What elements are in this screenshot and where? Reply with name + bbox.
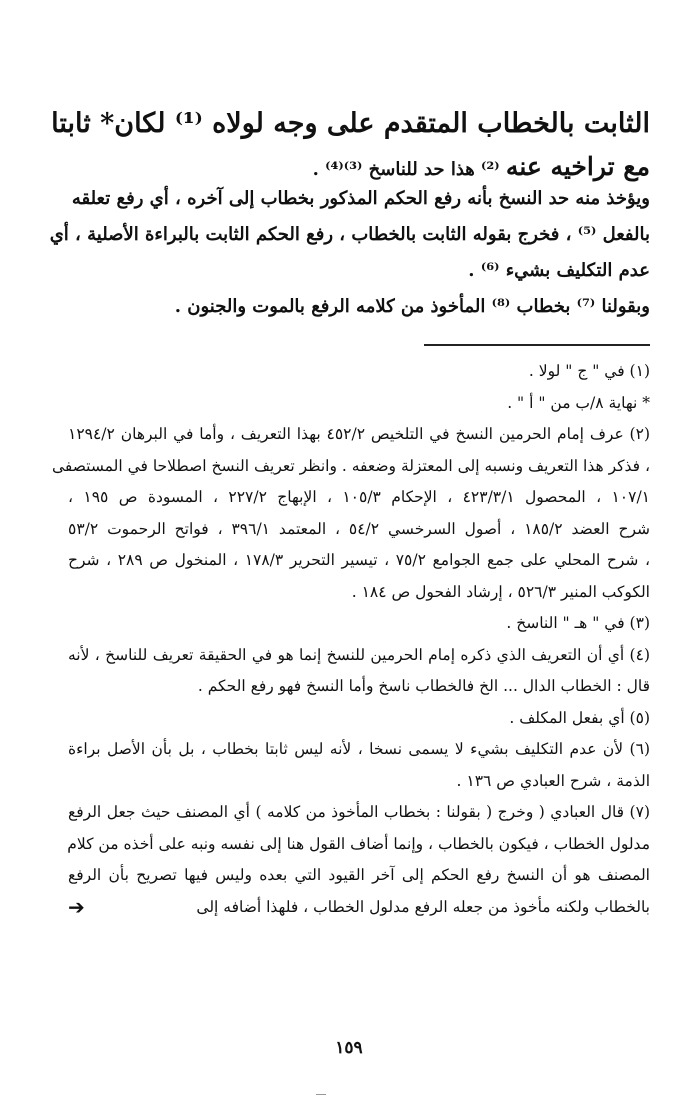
- footnote-2-line-2: ، فذكر هذا التعريف ونسبه إلى المعتزلة وضعفه . وانظر تعريف النسخ اصطلاحا في المستصفى: [51, 456, 650, 475]
- footnote-7-line-2: مدلول الخطاب ، فيكون بالخطاب ، وإنما أضاف القول هنا إلى نفسه ونبه على أخذه من كلام: [67, 834, 650, 853]
- footnote-divider: [424, 344, 650, 346]
- footnote-4-line-1: (٤) أي أن التعريف الذي ذكره إمام الحرمين للنسخ إنما هو في الحقيقة تعريف للناسخ ، لأنه: [68, 645, 650, 664]
- definition-remark: ⁽²⁾ هذا حد للناسخ ⁽³⁾⁽⁴⁾ .: [312, 159, 506, 180]
- main-text-block: [49, 96, 650, 325]
- footnote-7-line-4-row: [68, 892, 650, 924]
- footnote-7-line-1: (٧) قال العبادي ( وخرج ( بقولنا : بخطاب المأخوذ من كلامه ) أي المصنف حيث جعل الرفع: [68, 803, 650, 821]
- footnote-1: (١) في " ج " لولا .: [528, 362, 650, 380]
- footnote-2-line-3: ١٠٧/١ ، المحصول ٤٢٣/٣/١ ، الإحكام ١٠٥/٣ ، الإبهاج ٢٢٧/٢ ، المسودة ص ١٩٥ ،: [68, 488, 650, 506]
- footnote-6-line-1: (٦) لأن عدم التكليف بشيء لا يسمى نسخا ، لأنه ليس ثابتا بخطاب ، بل بأن الأصل براءة: [68, 740, 650, 758]
- footnote-2-line-4: شرح العضد ١٨٥/٢ ، أصول السرخسي ٥٤/٢ ، المعتمد ٣٩٦/١ ، فواتح الرحموت ٥٣/٢: [68, 519, 650, 538]
- footnote-5: (٥) أي بفعل المكلف .: [509, 708, 650, 727]
- footnote-2-line-6: الكوكب المنير ٥٢٦/٣ ، إرشاد الفحول ص ١٨٤ .: [351, 582, 650, 601]
- footnote-7-line-3: المصنف هو أن النسخ رفع الحكم إلى آخر القيود التي بعده وليس فيها تصريح بأن الرفع: [68, 866, 650, 884]
- page-number: ١٥٩: [335, 1038, 363, 1058]
- footnote-4-line-2: قال : الخطاب الدال ... الخ فالخطاب ناسخ وأما النسخ فهو رفع الحكم .: [197, 677, 650, 695]
- footnote-2-line-1: (٢) عرف إمام الحرمين النسخ في التلخيص ٤٥٢/٢ بهذا التعريف ، وأما في البرهان ١٢٩٤/٢: [68, 425, 650, 443]
- footnote-folio-marker: * نهاية ٨/ب من " أ " .: [507, 393, 650, 412]
- main-line-4: بالفعل ⁽⁵⁾ ، فخرج بقوله الثابت بالخطاب ، رفع الحكم الثابت بالبراءة الأصلية ، أي: [49, 224, 650, 245]
- main-line-3: ويؤخذ منه حد النسخ بأنه رفع الحكم المذكور بخطاب إلى آخره ، أي رفع تعلقه: [71, 188, 650, 209]
- definition-emphasis: مع تراخيه عنه: [505, 152, 650, 181]
- main-line-2: [80, 152, 650, 181]
- heading-line: الثابت بالخطاب المتقدم على وجه لولاه ⁽¹⁾ لكان* ثابتا: [51, 108, 650, 139]
- footnote-7-line-4: بالخطاب ولكنه مأخوذ من جعله الرفع مدلول الخطاب ، فلهذا أضافه إلى: [196, 897, 650, 916]
- footnote-3: (٣) في " هـ " الناسخ .: [506, 614, 650, 632]
- footnotes-block: [51, 356, 650, 923]
- main-line-6: وبقولنا ⁽⁷⁾ بخطاب ⁽⁸⁾ المأخوذ من كلامه الرفع بالموت والجنون .: [174, 296, 650, 317]
- footnote-2-line-5: ، شرح المحلي على جمع الجوامع ٧٥/٢ ، تيسير التحرير ١٧٨/٣ ، المنخول ص ٢٨٩ ، شرح: [68, 551, 650, 569]
- footnote-6-line-2: الذمة ، شرح العبادي ص ١٣٦ .: [456, 771, 650, 790]
- bottom-mark: [316, 1094, 326, 1095]
- continue-arrow-icon: ➔: [68, 894, 85, 919]
- main-line-5: عدم التكليف بشيء ⁽⁶⁾ .: [468, 260, 650, 281]
